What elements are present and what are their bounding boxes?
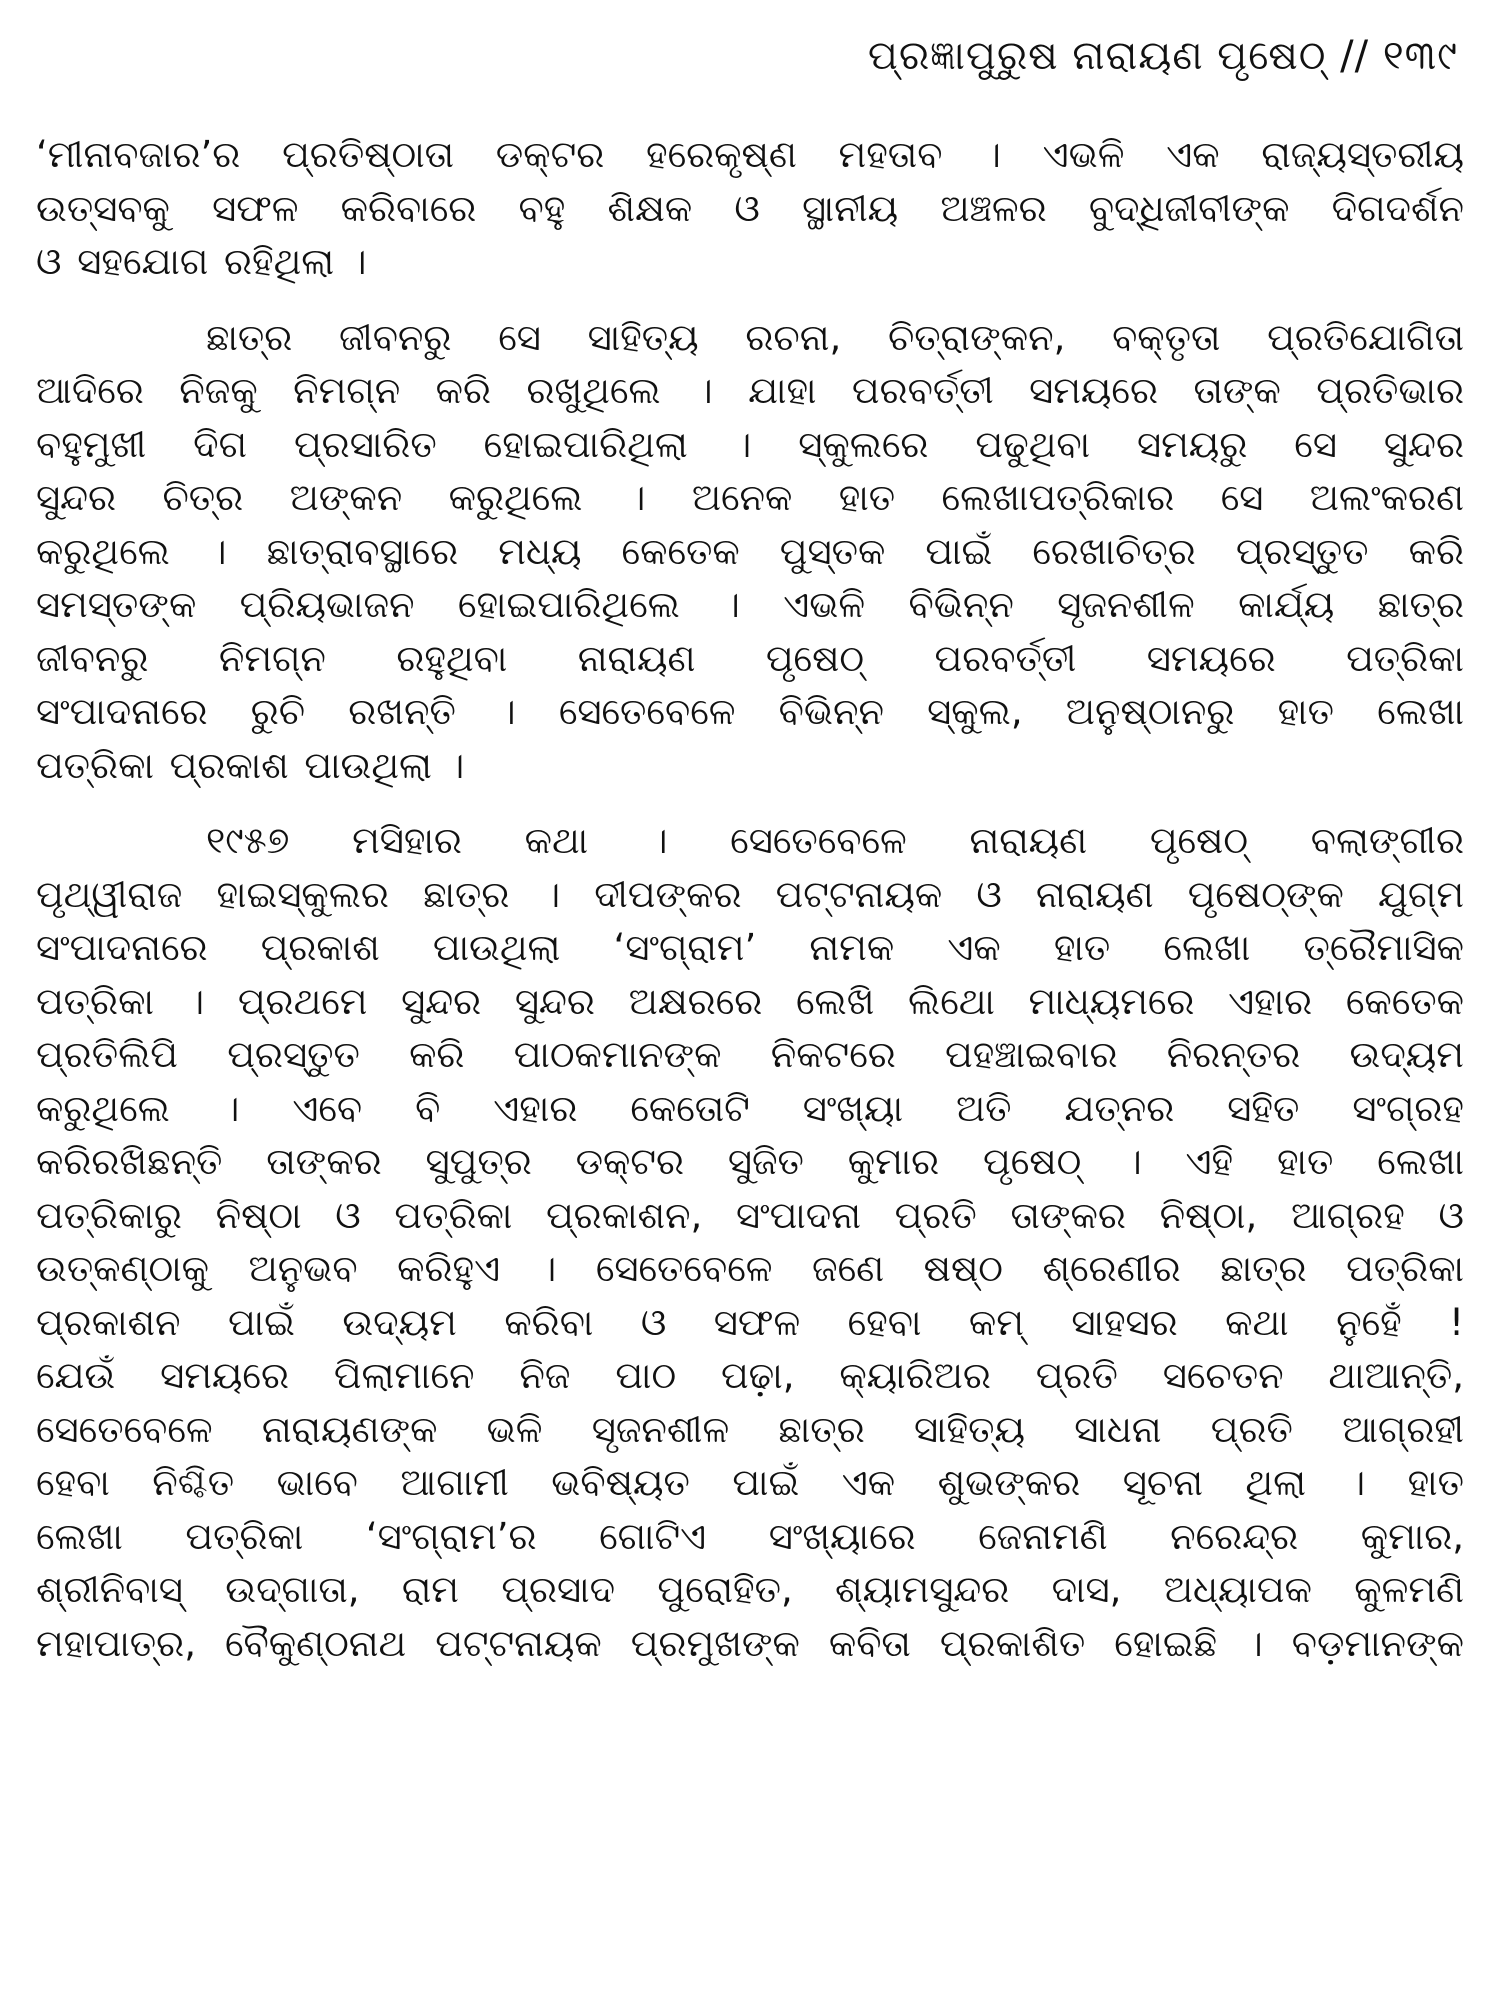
text-line: ଓ ସହଯୋଗ ରହିଥିଲା । bbox=[36, 240, 367, 283]
text-line: ସମସ୍ତଙ୍କ ପ୍ରିୟଭାଜନ ହୋଇପାରିଥିଲେ । ଏଭଳି ବିଭିନ୍ନ ସୃଜନଶୀଳ କାର୍ଯ୍ୟ ଛାତ୍ର bbox=[36, 583, 1464, 626]
text-line: ଲେଖା ପତ୍ରିକା ‘ସଂଗ୍ରାମ’ର ଗୋଟିଏ ସଂଖ୍ୟାରେ ଜେନାମଣି ନରେନ୍ଦ୍ର କୁମାର, bbox=[36, 1514, 1464, 1558]
text-line: ଜୀବନରୁ ନିମଗ୍ନ ରହୁଥିବା ନାରାୟଣ ପୃଷେଠ୍ ପରବର୍ତ୍ତୀ ସମୟରେ ପତ୍ରିକା bbox=[36, 636, 1464, 680]
text-line: ସଂପାଦନାରେ ପ୍ରକାଶ ପାଉଥିଲା ‘ସଂଗ୍ରାମ’ ନାମକ ଏକ ହାତ ଲେଖା ତ୍ରୈମାସିକ bbox=[36, 926, 1464, 969]
text-line: ଆଦିରେ ନିଜକୁ ନିମଗ୍ନ କରି ରଖୁଥିଲେ । ଯାହା ପରବର୍ତ୍ତୀ ସମୟରେ ତାଙ୍କ ପ୍ରତିଭାର bbox=[36, 369, 1464, 412]
text-line: ସୁନ୍ଦର ଚିତ୍ର ଅଙ୍କନ କରୁଥିଲେ । ଅନେକ ହାତ ଲେଖାପତ୍ରିକାର ସେ ଅଲଂକରଣ bbox=[36, 476, 1464, 519]
paragraph bbox=[36, 814, 1464, 1670]
text-line: ପତ୍ରିକାରୁ ନିଷ୍ଠା ଓ ପତ୍ରିକା ପ୍ରକାଶନ, ସଂପାଦନା ପ୍ରତି ତାଙ୍କର ନିଷ୍ଠା, ଆଗ୍ରହ ଓ bbox=[36, 1193, 1464, 1237]
paragraph bbox=[36, 128, 1464, 289]
text-line: ପ୍ରତିଲିପି ପ୍ରସ୍ତୁତ କରି ପାଠକମାନଙ୍କ ନିକଟରେ ପହଞ୍ଚାଇବାର ନିରନ୍ତର ଉଦ୍ୟମ bbox=[36, 1033, 1464, 1076]
text-line: କରୁଥିଲେ । ଛାତ୍ରାବସ୍ଥାରେ ମଧ୍ୟ କେତେକ ପୁସ୍ତକ ପାଇଁ ରେଖାଚିତ୍ର ପ୍ରସ୍ତୁତ କରି bbox=[36, 529, 1464, 573]
text-line: ଯେଉଁ ସମୟରେ ପିଲାମାନେ ନିଜ ପାଠ ପଢ଼ା, କ୍ୟାରିଅର ପ୍ରତି ସଚେତନ ଥାଆନ୍ତି, bbox=[36, 1354, 1464, 1397]
text-line: କରୁଥିଲେ । ଏବେ ବି ଏହାର କେତୋଟି ସଂଖ୍ୟା ଅତି ଯତ୍ନର ସହିତ ସଂଗ୍ରହ bbox=[36, 1086, 1464, 1130]
text-line: ପୃଥ୍ୱୀରାଜ ହାଇସ୍କୁଲର ଛାତ୍ର । ଦୀପଙ୍କର ପଟ୍ଟନାୟକ ଓ ନାରାୟଣ ପୃଷେଠ୍ଙ୍କ ଯୁଗ୍ମ bbox=[36, 872, 1464, 916]
body-text bbox=[36, 128, 1464, 1692]
text-line: ଶ୍ରୀନିବାସ୍ ଉଦ୍‌ଗାତା, ରାମ ପ୍ରସାଦ ପୁରୋହିତ, ଶ୍ୟାମସୁନ୍ଦର ଦାସ, ଅଧ୍ୟାପକ କୁଳମଣି bbox=[36, 1568, 1464, 1611]
text-line: ଉତ୍କଣ୍ଠାକୁ ଅନୁଭବ କରିହୁଏ । ସେତେବେଳେ ଜଣେ ଷଷ୍ଠ ଶ୍ରେଣୀର ଛାତ୍ର ପତ୍ରିକା bbox=[36, 1247, 1464, 1290]
text-line: ସେତେବେଳେ ନାରାୟଣଙ୍କ ଭଳି ସୃଜନଶୀଳ ଛାତ୍ର ସାହିତ୍ୟ ସାଧନା ପ୍ରତି ଆଗ୍ରହୀ bbox=[36, 1407, 1464, 1451]
text-line: ଉତ୍ସବକୁ ସଫଳ କରିବାରେ ବହୁ ଶିକ୍ଷକ ଓ ସ୍ଥାନୀୟ ଅଞ୍ଚଳର ବୁଦ୍ଧିଜୀବୀଙ୍କ ଦିଗଦର୍ଶନ bbox=[36, 186, 1464, 230]
text-line: ପ୍ରକାଶନ ପାଇଁ ଉଦ୍ୟମ କରିବା ଓ ସଫଳ ହେବା କମ୍ ସାହସର କଥା ନୁହେଁ ! bbox=[36, 1300, 1464, 1344]
text-line: ‘ମୀନାବଜାର’ର ପ୍ରତିଷ୍ଠାତା ଡକ୍ଟର ହରେକୃଷ୍ଣ ମହତାବ । ଏଭଳି ଏକ ରାଜ୍ୟସ୍ତରୀୟ bbox=[36, 133, 1464, 176]
text-line: ପତ୍ରିକା । ପ୍ରଥମେ ସୁନ୍ଦର ସୁନ୍ଦର ଅକ୍ଷରରେ ଲେଖି ଲିଥୋ ମାଧ୍ୟମରେ ଏହାର କେତେକ bbox=[36, 979, 1464, 1023]
text-line: ୧୯୫୭ ମସିହାର କଥା । ସେତେବେଳେ ନାରାୟଣ ପୃଷେଠ୍ ବଲାଙ୍ଗୀର bbox=[206, 819, 1464, 862]
text-line: ପତ୍ରିକା ପ୍ରକାଶ ପାଉଥିଲା । bbox=[36, 743, 465, 787]
text-line: କରିରଖିଛନ୍ତି ତାଙ୍କର ସୁପୁତ୍ର ଡକ୍ଟର ସୁଜିତ କୁମାର ପୃଷେଠ୍ । ଏହି ହାତ ଲେଖା bbox=[36, 1140, 1464, 1183]
text-line: ହେବା ନିଶ୍ଚିତ ଭାବେ ଆଗାମୀ ଭବିଷ୍ୟତ ପାଇଁ ଏକ ଶୁଭଙ୍କର ସୂଚନା ଥିଲା । ହାତ bbox=[36, 1461, 1464, 1504]
text-line: ବହୁମୁଖୀ ଦିଗ ପ୍ରସାରିତ ହୋଇପାରିଥିଲା । ସ୍କୁଲରେ ପଢୁଥିବା ସମୟରୁ ସେ ସୁନ୍ଦର bbox=[36, 422, 1464, 466]
text-line: ମହାପାତ୍ର, ବୈକୁଣ୍ଠନାଥ ପଟ୍ଟନାୟକ ପ୍ରମୁଖଙ୍କ କବିତା ପ୍ରକାଶିତ ହୋଇଛି । ବଡ଼ମାନଙ୍କ bbox=[36, 1621, 1464, 1665]
paragraph bbox=[36, 311, 1464, 793]
text-line: ସଂପାଦନାରେ ରୁଚି ରଖନ୍ତି । ସେତେବେଳେ ବିଭିନ୍ନ ସ୍କୁଲ, ଅନୁଷ୍ଠାନରୁ ହାତ ଲେଖା bbox=[36, 690, 1464, 733]
running-head: ପ୍ରଜ୍ଞାପୁରୁଷ ନାରାୟଣ ପୃଷେଠ୍ // ୧୩୯ bbox=[867, 33, 1458, 79]
text-line: ଛାତ୍ର ଜୀବନରୁ ସେ ସାହିତ୍ୟ ରଚନା, ଚିତ୍ରାଙ୍କନ, ବକ୍ତୃତା ପ୍ରତିଯୋଗିତା bbox=[206, 315, 1464, 359]
